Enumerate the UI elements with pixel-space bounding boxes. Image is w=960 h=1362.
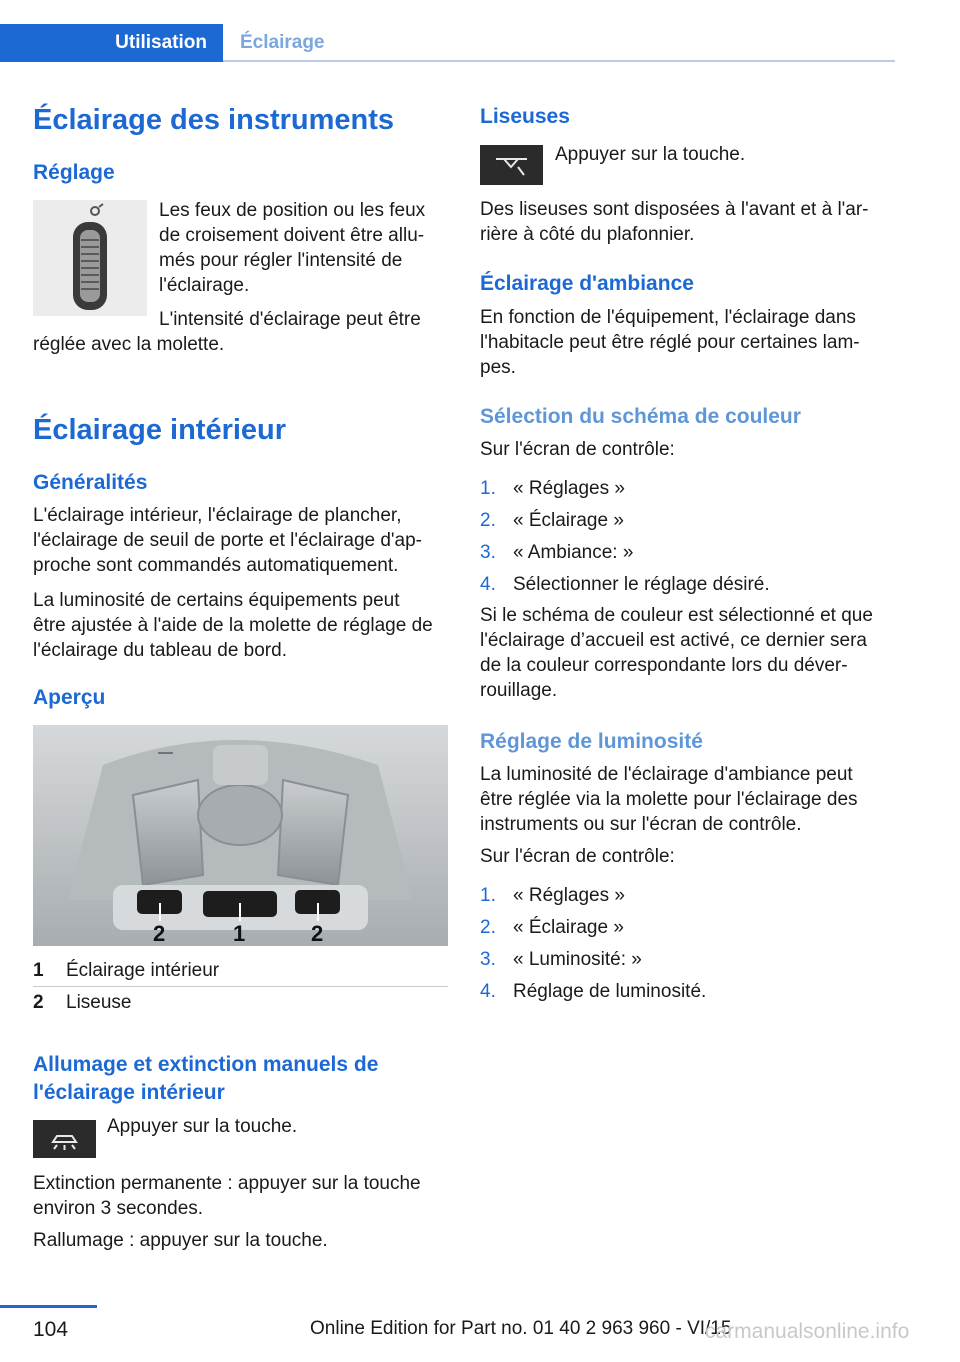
overhead-console-illustration bbox=[33, 725, 448, 946]
rallumage-text: Rallumage : appuyer sur la touche. bbox=[33, 1230, 328, 1251]
ambiance-line: pes. bbox=[480, 357, 516, 378]
list-item bbox=[480, 947, 895, 972]
heading-eclairage-interieur: Éclairage intérieur bbox=[33, 414, 287, 446]
page-number: 104 bbox=[33, 1318, 69, 1341]
schema-line: l'éclairage d’accueil est activé, ce dernier sera bbox=[480, 630, 867, 651]
heading-liseuses: Liseuses bbox=[480, 105, 570, 128]
heading-apercu: Aperçu bbox=[33, 686, 106, 709]
list-label: « Réglages » bbox=[513, 885, 625, 906]
appuyer-text: Appuyer sur la touche. bbox=[107, 1116, 298, 1137]
reglage-line: Les feux de position ou les feux bbox=[159, 200, 426, 221]
list-luminosite bbox=[480, 883, 895, 1004]
interior-light-button-icon bbox=[33, 1120, 96, 1158]
list-label: Sélectionner le réglage désiré. bbox=[513, 574, 770, 595]
extinction-line: environ 3 secondes. bbox=[33, 1198, 204, 1219]
tab-utilisation[interactable]: Utilisation bbox=[0, 24, 223, 62]
reglage-line: l'éclairage. bbox=[159, 275, 250, 296]
list-item bbox=[480, 540, 895, 565]
legend-number: 2 bbox=[33, 992, 44, 1013]
ambiance-line: En fonction de l'équipement, l'éclairage dans bbox=[480, 307, 856, 328]
generalites-line: L'éclairage intérieur, l'éclairage de plancher, bbox=[33, 505, 402, 526]
liseuses-line: Des liseuses sont disposées à l'avant et à l'ar- bbox=[480, 199, 869, 220]
list-item bbox=[480, 979, 895, 1004]
list-schema bbox=[480, 476, 895, 597]
list-number: 2. bbox=[480, 510, 496, 531]
intensite-line: réglée avec la molette. bbox=[33, 334, 225, 355]
list-number: 4. bbox=[480, 574, 496, 595]
list-item bbox=[480, 915, 895, 940]
reading-light-button-icon bbox=[480, 145, 543, 185]
schema-line: de la couleur correspondante lors du déver- bbox=[480, 655, 848, 676]
list-number: 3. bbox=[480, 949, 496, 970]
heading-allumage-line: Allumage et extinction manuels de bbox=[33, 1053, 379, 1076]
list-item bbox=[480, 883, 895, 908]
heading-generalites: Généralités bbox=[33, 471, 148, 494]
generalites-line: La luminosité de certains équipements peut bbox=[33, 590, 400, 611]
thumbwheel-icon bbox=[33, 200, 147, 316]
list-number: 3. bbox=[480, 542, 496, 563]
appuyer-text: Appuyer sur la touche. bbox=[555, 144, 746, 165]
extinction-line: Extinction permanente : appuyer sur la touche bbox=[33, 1173, 421, 1194]
heading-ambiance: Éclairage d'ambiance bbox=[480, 272, 694, 295]
heading-allumage bbox=[33, 1051, 378, 1107]
generalites-line: être ajustée à l'aide de la molette de réglage de bbox=[33, 615, 433, 636]
reglage-line: de croisement doivent être allu- bbox=[159, 225, 425, 246]
legend-label: Éclairage intérieur bbox=[66, 960, 220, 981]
heading-luminosite: Réglage de luminosité bbox=[480, 730, 703, 753]
thumbwheel-image bbox=[33, 200, 147, 316]
legend-row bbox=[33, 990, 448, 1015]
list-label: « Luminosité: » bbox=[513, 949, 642, 970]
list-number: 1. bbox=[480, 478, 496, 499]
liseuses-line: rière à côté du plafonnier. bbox=[480, 224, 695, 245]
schema-line: Si le schéma de couleur est sélectionné et que bbox=[480, 605, 873, 626]
watermark: carmanualsonline.info bbox=[705, 1320, 910, 1343]
list-label: « Éclairage » bbox=[513, 510, 624, 531]
list-label: « Ambiance: » bbox=[513, 542, 634, 563]
reglage-line: més pour régler l'intensité de bbox=[159, 250, 403, 271]
legend bbox=[33, 958, 448, 1015]
edition-text: Online Edition for Part no. 01 40 2 963 960 - VI/15 bbox=[310, 1318, 732, 1339]
luminosite-line: La luminosité de l'éclairage d'ambiance peut bbox=[480, 764, 853, 785]
legend-row bbox=[33, 958, 448, 983]
heading-schema-couleur: Sélection du schéma de couleur bbox=[480, 405, 801, 428]
schema-line: rouillage. bbox=[480, 680, 558, 701]
generalites-line: l'éclairage du tableau de bord. bbox=[33, 640, 287, 661]
legend-divider bbox=[33, 986, 448, 987]
luminosite-line: être réglée via la molette pour l'éclairage des bbox=[480, 789, 858, 810]
callout-label: 1 bbox=[233, 921, 246, 946]
list-number: 2. bbox=[480, 917, 496, 938]
luminosite-line: instruments ou sur l'écran de contrôle. bbox=[480, 814, 802, 835]
list-label: « Réglages » bbox=[513, 478, 625, 499]
heading-allumage-line: l'éclairage intérieur bbox=[33, 1081, 225, 1104]
list-number: 1. bbox=[480, 885, 496, 906]
list-label: « Éclairage » bbox=[513, 917, 624, 938]
ambiance-line: l'habitacle peut être réglé pour certaines lam- bbox=[480, 332, 860, 353]
generalites-line: proche sont commandés automatiquement. bbox=[33, 555, 399, 576]
list-item bbox=[480, 572, 895, 597]
heading-eclairage-instruments: Éclairage des instruments bbox=[33, 104, 395, 136]
list-item bbox=[480, 508, 895, 533]
callout-label: 2 bbox=[153, 921, 166, 946]
tab-eclairage[interactable]: Éclairage bbox=[240, 32, 325, 53]
header-tabs bbox=[0, 24, 895, 62]
header-divider bbox=[223, 60, 895, 62]
ecran-text: Sur l'écran de contrôle: bbox=[480, 846, 675, 867]
heading-reglage: Réglage bbox=[33, 161, 115, 184]
legend-number: 1 bbox=[33, 960, 44, 981]
generalites-line: l'éclairage de seuil de porte et l'éclairage d'ap- bbox=[33, 530, 423, 551]
ecran-text: Sur l'écran de contrôle: bbox=[480, 439, 675, 460]
intensite-line: L'intensité d'éclairage peut être bbox=[159, 309, 421, 330]
list-item bbox=[480, 476, 895, 501]
overhead-console-image bbox=[33, 725, 448, 946]
legend-label: Liseuse bbox=[66, 992, 132, 1013]
list-number: 4. bbox=[480, 981, 496, 1002]
footer-accent-line bbox=[0, 1305, 97, 1308]
callout-label: 2 bbox=[311, 921, 324, 946]
list-label: Réglage de luminosité. bbox=[513, 981, 707, 1002]
